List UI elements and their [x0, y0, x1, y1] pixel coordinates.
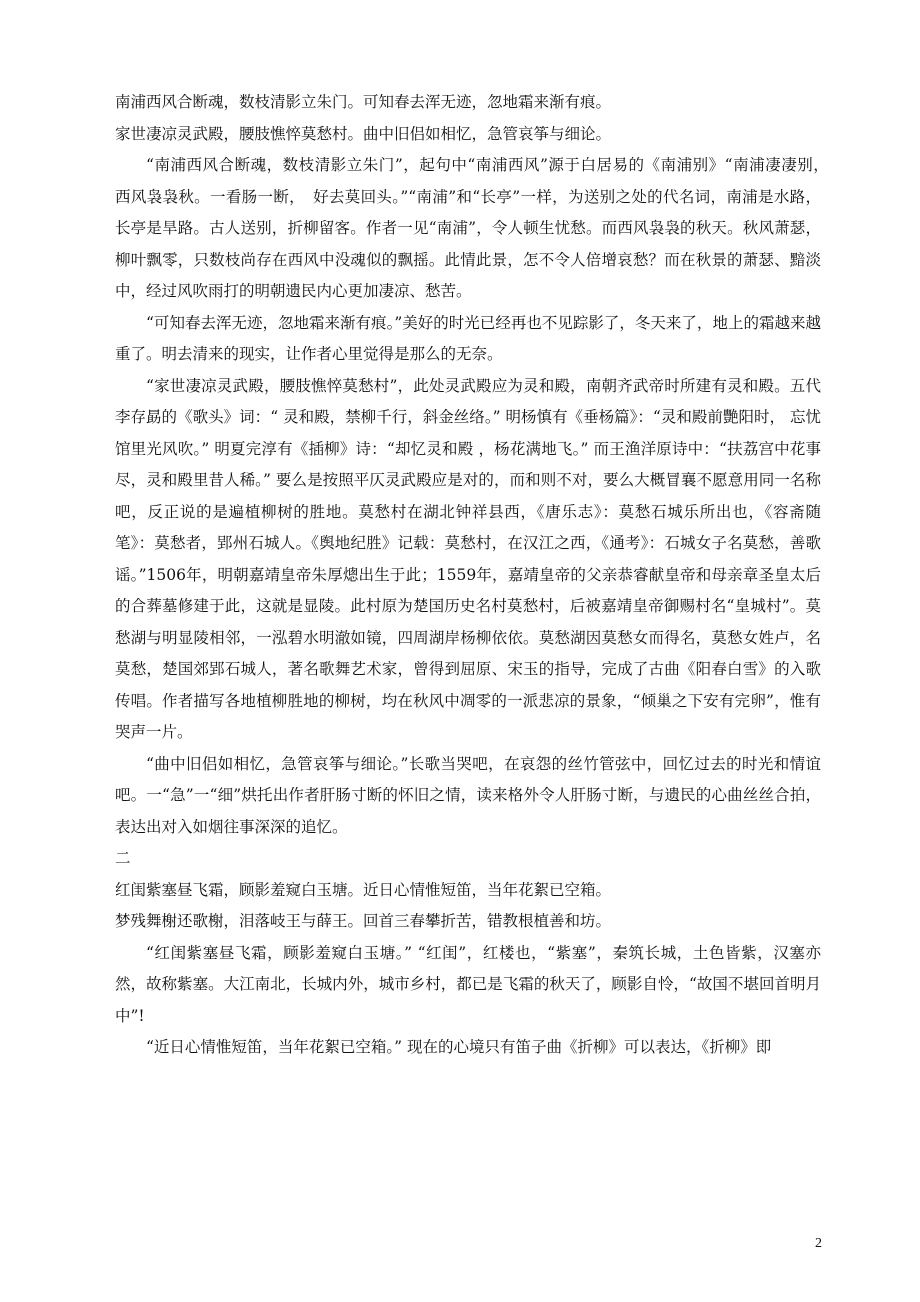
poem-line: 家世凄凉灵武殿，腰肢憔悴莫愁村。曲中旧侣如相忆，急管哀筝与细论。 — [115, 124, 612, 143]
page-number: 2 — [815, 1236, 822, 1251]
paragraph: “红闺紫塞昼飞霜，顾影羞窥白玉塘。” “红闺”，红楼也，“紫塞”，秦筑长城，土色皆紫，汉塞亦然，故称紫塞。大江南北，长城内外，城市乡村，都已是飞霜的秋天了，顾影自怜，“故国不堪回首明月中”! — [115, 943, 821, 1025]
body-text — [115, 87, 837, 1064]
paragraph: “南浦西风合断魂，数枝清影立朱门”，起句中“南浦西风”源于白居易的《南浦别》“南浦凄凄别， 西风袅袅秋。一看肠一断， 好去莫回头。”“南浦”和“长亭”一样，为送别之处的代名词，南浦是水路，长亭是旱路。古人送别，折柳留客。作者一见“南浦”，令人顿生忧愁。而西风袅袅的秋天。秋风萧瑟，柳叶飘零，只数枝尚存在西风中没魂似的飘摇。此情此景，怎不令人倍增哀愁？而在秋景的萧瑟、黯淡中，经过风吹雨打的明朝遗民内心更加凄凉、愁苦。 — [115, 156, 837, 300]
paragraph: “曲中旧侣如相忆，急管哀筝与细论。”长歌当哭吧，在哀怨的丝竹管弦中，回忆过去的时光和情谊吧。一“急”一“细”烘托出作者肝肠寸断的怀旧之情，读来格外令人肝肠寸断，与遗民的心曲丝丝合拍，表达出对入如烟往事深深的追忆。 — [115, 754, 821, 836]
poem-line: 南浦西风合断魂，数枝清影立朱门。可知春去浑无迹，忽地霜来渐有痕。 — [115, 93, 612, 111]
paragraph: “可知春去浑无迹，忽地霜来渐有痕。”美好的时光已经再也不见踪影了，冬天来了，地上的霜越来越重了。明去清来的现实，让作者心里觉得是那么的无奈。 — [115, 313, 821, 363]
paragraph: “家世凄凉灵武殿，腰肢憔悴莫愁村”，此处灵武殿应为灵和殿，南朝齐武帝时所建有灵和殿。五代李存勗的《歌头》词：“ 灵和殿，禁柳千行，斜金丝络。” 明杨慎有《垂杨篇》：“灵和殿前艷阳时， 忘忧馆里光风吹。” 明夏完淳有《插柳》诗：“却忆灵和殿 ，杨花满地飞。” 而王渔洋原诗中：“扶荔宫中花事尽，灵和殿里昔人稀。” 要么是按照平仄灵武殿应是对的，而和则不对，要么大概冒襄不愿意用同一名称吧，反正说的是遍植柳树的胜地。莫愁村在湖北钟祥县西，《唐乐志》：莫愁石城乐所出也，《容斋随笔》：莫愁者，郢州石城人。《舆地纪胜》记载：莫愁村，在汉江之西，《通考》：石城女子名莫愁，善歌谣。”1506年，明朝嘉靖皇帝朱厚熜出生于此；1559年，嘉靖皇帝的父亲恭睿献皇帝和母亲章圣皇太后的合葬墓修建于此，这就是显陵。此村原为楚国历史名村莫愁村，后被嘉靖皇帝御赐村名“皇城村”。莫愁湖与明显陵相邻，一泓碧水明澈如镜，四周湖岸杨柳依依。莫愁湖因莫愁女而得名，莫愁女姓卢，名莫愁，楚国郊郢石城人，著名歌舞艺术家，曾得到屈原、宋玉的指导，完成了古曲《阳春白雪》的入歌传唱。作者描写各地植柳胜地的柳树，均在秋风中凋零的一派悲凉的景象，“倾巢之下安有完卵”，惟有哭声一片。 — [115, 376, 821, 741]
paragraph: “近日心情惟短笛，当年花絮已空箱。” 现在的心境只有笛子曲《折柳》可以表达，《折柳》即 — [146, 1038, 772, 1056]
section-number: 二 — [115, 849, 131, 867]
poem-line: 梦残舞榭还歌榭，泪落岐王与薛王。回首三春攀折苦，错教根植善和坊。 — [115, 912, 612, 930]
poem-line: 红闺紫塞昼飞霜，顾影羞窥白玉塘。近日心情惟短笛，当年花絮已空箱。 — [115, 880, 612, 899]
